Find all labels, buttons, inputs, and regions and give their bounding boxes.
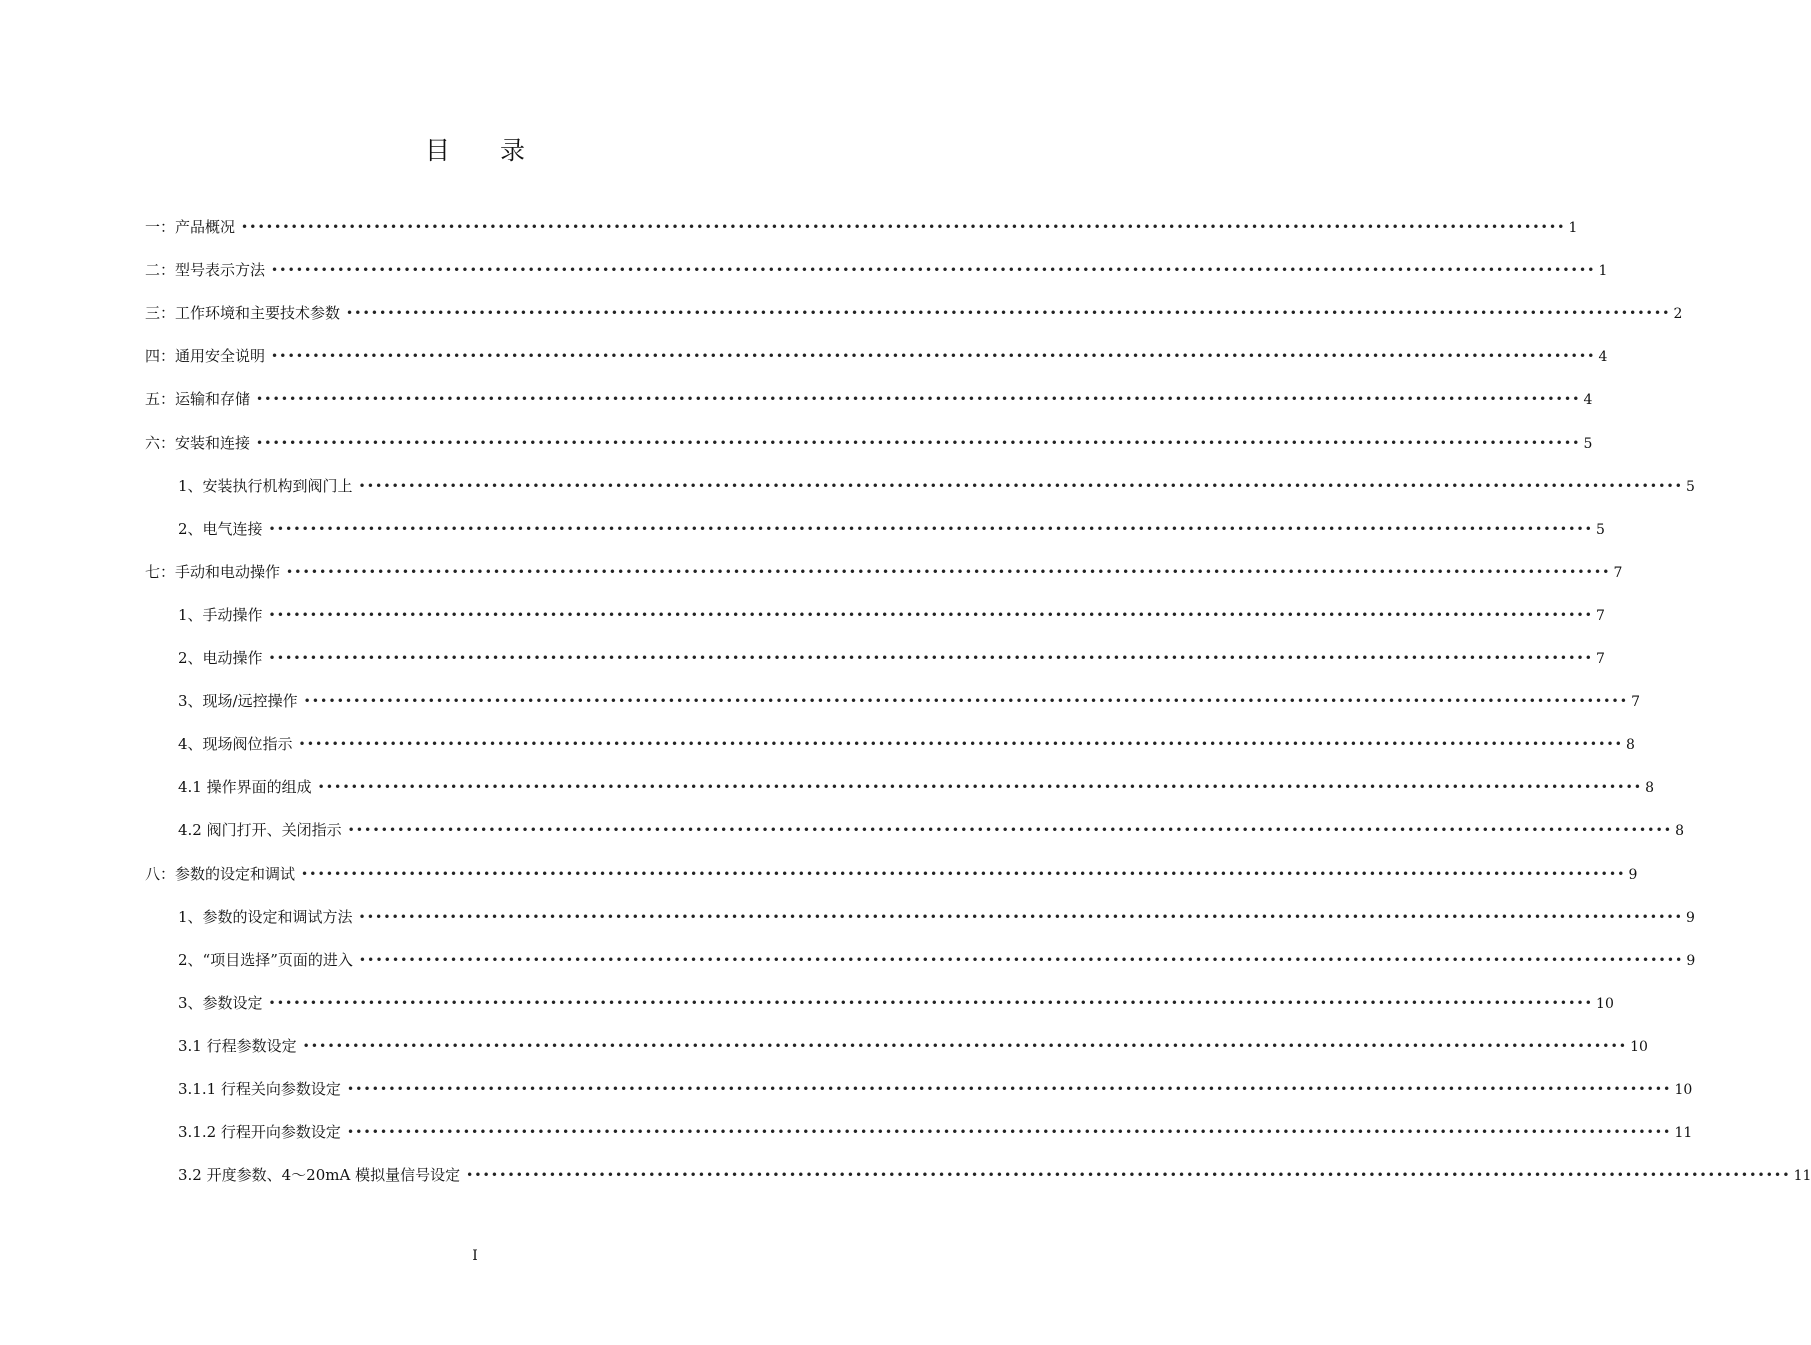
toc-dot-leader: •••••••••••••••••••••••••••••••••••••••••••••••••••••••••••••••••••••••••••••••••••••••••••••••••••••••••••••••••••••••••••••••••••••••••••••••••••••••••••••••• bbox=[302, 1039, 1628, 1053]
toc-entry-page: 4 bbox=[1583, 392, 1593, 408]
toc-dot-leader: •••••••••••••••••••••••••••••••••••••••••••••••••••••••••••••••••••••••••••••••••••••••••••••••••••••••••••••••••••••••••••••••••••••••••••••••••••••••••••••••• bbox=[268, 651, 1594, 665]
toc-entry-label: 3、参数设定 bbox=[178, 994, 263, 1012]
toc-entry-label: 五：运输和存储 bbox=[145, 390, 251, 408]
toc-entry[interactable] bbox=[178, 948, 1696, 972]
toc-entry-label: 4.1 操作界面的组成 bbox=[178, 778, 312, 796]
toc-entry[interactable] bbox=[178, 905, 1695, 929]
toc-entry[interactable] bbox=[178, 775, 1655, 799]
toc-entry-page: 8 bbox=[1645, 780, 1655, 796]
toc-dot-leader: •••••••••••••••••••••••••••••••••••••••••••••••••••••••••••••••••••••••••••••••••••••••••••••••••••••••••••••••••••••••••••••••••••••••••••••••••••••••••••••••• bbox=[268, 996, 1594, 1010]
toc-entry[interactable] bbox=[178, 1034, 1648, 1058]
toc-entry[interactable] bbox=[145, 387, 1593, 411]
toc-entry-page: 7 bbox=[1596, 651, 1605, 667]
toc-entry-page: 7 bbox=[1631, 694, 1641, 710]
toc-entry-label: 2、“项目选择”页面的进入 bbox=[178, 951, 353, 969]
toc-dot-leader: •••••••••••••••••••••••••••••••••••••••••••••••••••••••••••••••••••••••••••••••••••••••••••••••••••••••••••••••••••••••••••••••••••••••••••••••••••••••••••••••• bbox=[317, 780, 1643, 794]
toc-dot-leader: •••••••••••••••••••••••••••••••••••••••••••••••••••••••••••••••••••••••••••••••••••••••••••••••••••••••••••••••••••••••••••••••••••••••••••••••••••••••••••••••• bbox=[256, 392, 1581, 406]
toc-entry-page: 8 bbox=[1675, 823, 1685, 839]
toc-entry-label: 2、电动操作 bbox=[178, 649, 263, 667]
toc-entry[interactable] bbox=[178, 689, 1641, 713]
toc-dot-leader: •••••••••••••••••••••••••••••••••••••••••••••••••••••••••••••••••••••••••••••••••••••••••••••••••••••••••••••••••••••••••••••••••••••••••••••••••••••••••••••••• bbox=[466, 1168, 1791, 1182]
toc-entry[interactable] bbox=[145, 862, 1638, 886]
toc-entry-page: 9 bbox=[1628, 867, 1638, 883]
toc-entry[interactable] bbox=[178, 991, 1614, 1015]
toc-entry-label: 4.2 阀门打开、关闭指示 bbox=[178, 821, 342, 839]
toc-entry[interactable] bbox=[178, 603, 1605, 627]
toc-entry[interactable] bbox=[145, 215, 1578, 239]
toc-entry-label: 1、参数的设定和调试方法 bbox=[178, 908, 353, 926]
toc-entry[interactable] bbox=[178, 474, 1695, 498]
toc-entry-label: 3.1.1 行程关向参数设定 bbox=[178, 1080, 341, 1098]
toc-entry[interactable] bbox=[145, 560, 1623, 584]
toc-entry[interactable] bbox=[145, 344, 1608, 368]
toc-entry-label: 一：产品概况 bbox=[145, 218, 236, 236]
toc-entry-label: 三：工作环境和主要技术参数 bbox=[145, 304, 341, 322]
toc-entry-page: 8 bbox=[1626, 737, 1635, 753]
toc-entry-label: 四：通用安全说明 bbox=[145, 347, 266, 365]
toc-entry-page: 10 bbox=[1674, 1082, 1693, 1098]
toc-dot-leader: •••••••••••••••••••••••••••••••••••••••••••••••••••••••••••••••••••••••••••••••••••••••••••••••••••••••••••••••••••••••••••••••••••••••••••••••••••••••••••••••• bbox=[347, 823, 1673, 837]
toc-dot-leader: •••••••••••••••••••••••••••••••••••••••••••••••••••••••••••••••••••••••••••••••••••••••••••••••••••••••••••••••••••••••••••••••••••••••••••••••••••••••••••••••• bbox=[268, 608, 1594, 622]
toc-entry-label: 六：安装和连接 bbox=[145, 434, 251, 452]
toc-entry[interactable] bbox=[145, 431, 1593, 455]
toc-dot-leader: •••••••••••••••••••••••••••••••••••••••••••••••••••••••••••••••••••••••••••••••••••••••••••••••••••••••••••••••••••••••••••••••••••••••••••••••••••••••••••••••• bbox=[268, 522, 1594, 536]
page-title: 目 录 bbox=[424, 136, 525, 165]
toc-entry-page: 4 bbox=[1598, 349, 1608, 365]
toc-entry[interactable] bbox=[178, 1163, 1811, 1187]
toc-dot-leader: •••••••••••••••••••••••••••••••••••••••••••••••••••••••••••••••••••••••••••••••••••••••••••••••••••••••••••••••••••••••••••••••••••••••••••••••••••••••••••••••• bbox=[346, 306, 1671, 320]
toc-dot-leader: •••••••••••••••••••••••••••••••••••••••••••••••••••••••••••••••••••••••••••••••••••••••••••••••••••••••••••••••••••••••••••••••••••••••••••••••••••••••••••••••• bbox=[271, 263, 1596, 277]
toc-entry-page: 5 bbox=[1583, 436, 1593, 452]
toc-dot-leader: •••••••••••••••••••••••••••••••••••••••••••••••••••••••••••••••••••••••••••••••••••••••••••••••••••••••••••••••••••••••••••••••••••••••••••••••••••••••••••••••• bbox=[303, 694, 1629, 708]
toc-entry-page: 5 bbox=[1686, 479, 1695, 495]
toc-entry[interactable] bbox=[145, 301, 1683, 325]
toc-entry-label: 1、手动操作 bbox=[178, 606, 263, 624]
toc-entry-label: 3.1.2 行程开向参数设定 bbox=[178, 1123, 341, 1141]
toc-dot-leader: •••••••••••••••••••••••••••••••••••••••••••••••••••••••••••••••••••••••••••••••••••••••••••••••••••••••••••••••••••••••••••••••••••••••••••••••••••••••••••••••• bbox=[298, 737, 1624, 751]
toc-entry-page: 9 bbox=[1686, 953, 1696, 969]
toc-entry-label: 3.2 开度参数、4～20mA 模拟量信号设定 bbox=[178, 1166, 461, 1184]
toc-entry-label: 八：参数的设定和调试 bbox=[145, 865, 296, 883]
toc-entry-page: 11 bbox=[1674, 1125, 1693, 1141]
toc-dot-leader: •••••••••••••••••••••••••••••••••••••••••••••••••••••••••••••••••••••••••••••••••••••••••••••••••••••••••••••••••••••••••••••••••••••••••••••••••••••••••••••••• bbox=[358, 953, 1684, 967]
toc-dot-leader: •••••••••••••••••••••••••••••••••••••••••••••••••••••••••••••••••••••••••••••••••••••••••••••••••••••••••••••••••••••••••••••••••••••••••••••••••••••••••••••••• bbox=[301, 867, 1626, 881]
toc-entry[interactable] bbox=[178, 732, 1635, 756]
toc-entry-page: 7 bbox=[1613, 565, 1623, 581]
footer-page-number: I bbox=[472, 1248, 478, 1264]
toc-entry-label: 2、电气连接 bbox=[178, 520, 263, 538]
toc-entry-label: 3、现场/远控操作 bbox=[178, 692, 298, 710]
toc-entry-label: 3.1 行程参数设定 bbox=[178, 1037, 297, 1055]
toc-entry-label: 二：型号表示方法 bbox=[145, 261, 266, 279]
toc-entry-page: 10 bbox=[1596, 996, 1614, 1012]
toc-dot-leader: •••••••••••••••••••••••••••••••••••••••••••••••••••••••••••••••••••••••••••••••••••••••••••••••••••••••••••••••••••••••••••••••••••••••••••••••••••••••••••••••• bbox=[241, 220, 1566, 234]
toc-entry[interactable] bbox=[178, 1120, 1693, 1144]
toc-dot-leader: •••••••••••••••••••••••••••••••••••••••••••••••••••••••••••••••••••••••••••••••••••••••••••••••••••••••••••••••••••••••••••••••••••••••••••••••••••••••••••••••• bbox=[271, 349, 1596, 363]
toc-entry[interactable] bbox=[178, 818, 1685, 842]
toc-entry-page: 9 bbox=[1686, 910, 1695, 926]
toc-dot-leader: •••••••••••••••••••••••••••••••••••••••••••••••••••••••••••••••••••••••••••••••••••••••••••••••••••••••••••••••••••••••••••••••••••••••••••••••••••••••••••••••• bbox=[358, 479, 1684, 493]
toc-entry-label: 七：手动和电动操作 bbox=[145, 563, 281, 581]
toc-dot-leader: •••••••••••••••••••••••••••••••••••••••••••••••••••••••••••••••••••••••••••••••••••••••••••••••••••••••••••••••••••••••••••••••••••••••••••••••••••••••••••••••• bbox=[286, 565, 1611, 579]
toc-entry-page: 1 bbox=[1598, 263, 1608, 279]
toc-entry-page: 11 bbox=[1793, 1168, 1811, 1184]
toc-entry[interactable] bbox=[178, 517, 1605, 541]
toc-entry-label: 4、现场阀位指示 bbox=[178, 735, 293, 753]
toc-entry-page: 10 bbox=[1630, 1039, 1648, 1055]
toc-dot-leader: •••••••••••••••••••••••••••••••••••••••••••••••••••••••••••••••••••••••••••••••••••••••••••••••••••••••••••••••••••••••••••••••••••••••••••••••••••••••••••••••• bbox=[346, 1082, 1672, 1096]
toc-entry[interactable] bbox=[178, 646, 1605, 670]
toc-entry-page: 5 bbox=[1596, 522, 1605, 538]
toc-entry-page: 1 bbox=[1568, 220, 1578, 236]
toc-entry[interactable] bbox=[178, 1077, 1693, 1101]
toc-dot-leader: •••••••••••••••••••••••••••••••••••••••••••••••••••••••••••••••••••••••••••••••••••••••••••••••••••••••••••••••••••••••••••••••••••••••••••••••••••••••••••••••• bbox=[256, 436, 1581, 450]
toc-dot-leader: •••••••••••••••••••••••••••••••••••••••••••••••••••••••••••••••••••••••••••••••••••••••••••••••••••••••••••••••••••••••••••••••••••••••••••••••••••••••••••••••• bbox=[358, 910, 1684, 924]
toc-entry[interactable] bbox=[145, 258, 1608, 282]
toc-dot-leader: •••••••••••••••••••••••••••••••••••••••••••••••••••••••••••••••••••••••••••••••••••••••••••••••••••••••••••••••••••••••••••••••••••••••••••••••••••••••••••••••• bbox=[346, 1125, 1672, 1139]
toc-entry-page: 2 bbox=[1673, 306, 1683, 322]
toc-entry-label: 1、安装执行机构到阀门上 bbox=[178, 477, 353, 495]
toc-entry-page: 7 bbox=[1596, 608, 1605, 624]
